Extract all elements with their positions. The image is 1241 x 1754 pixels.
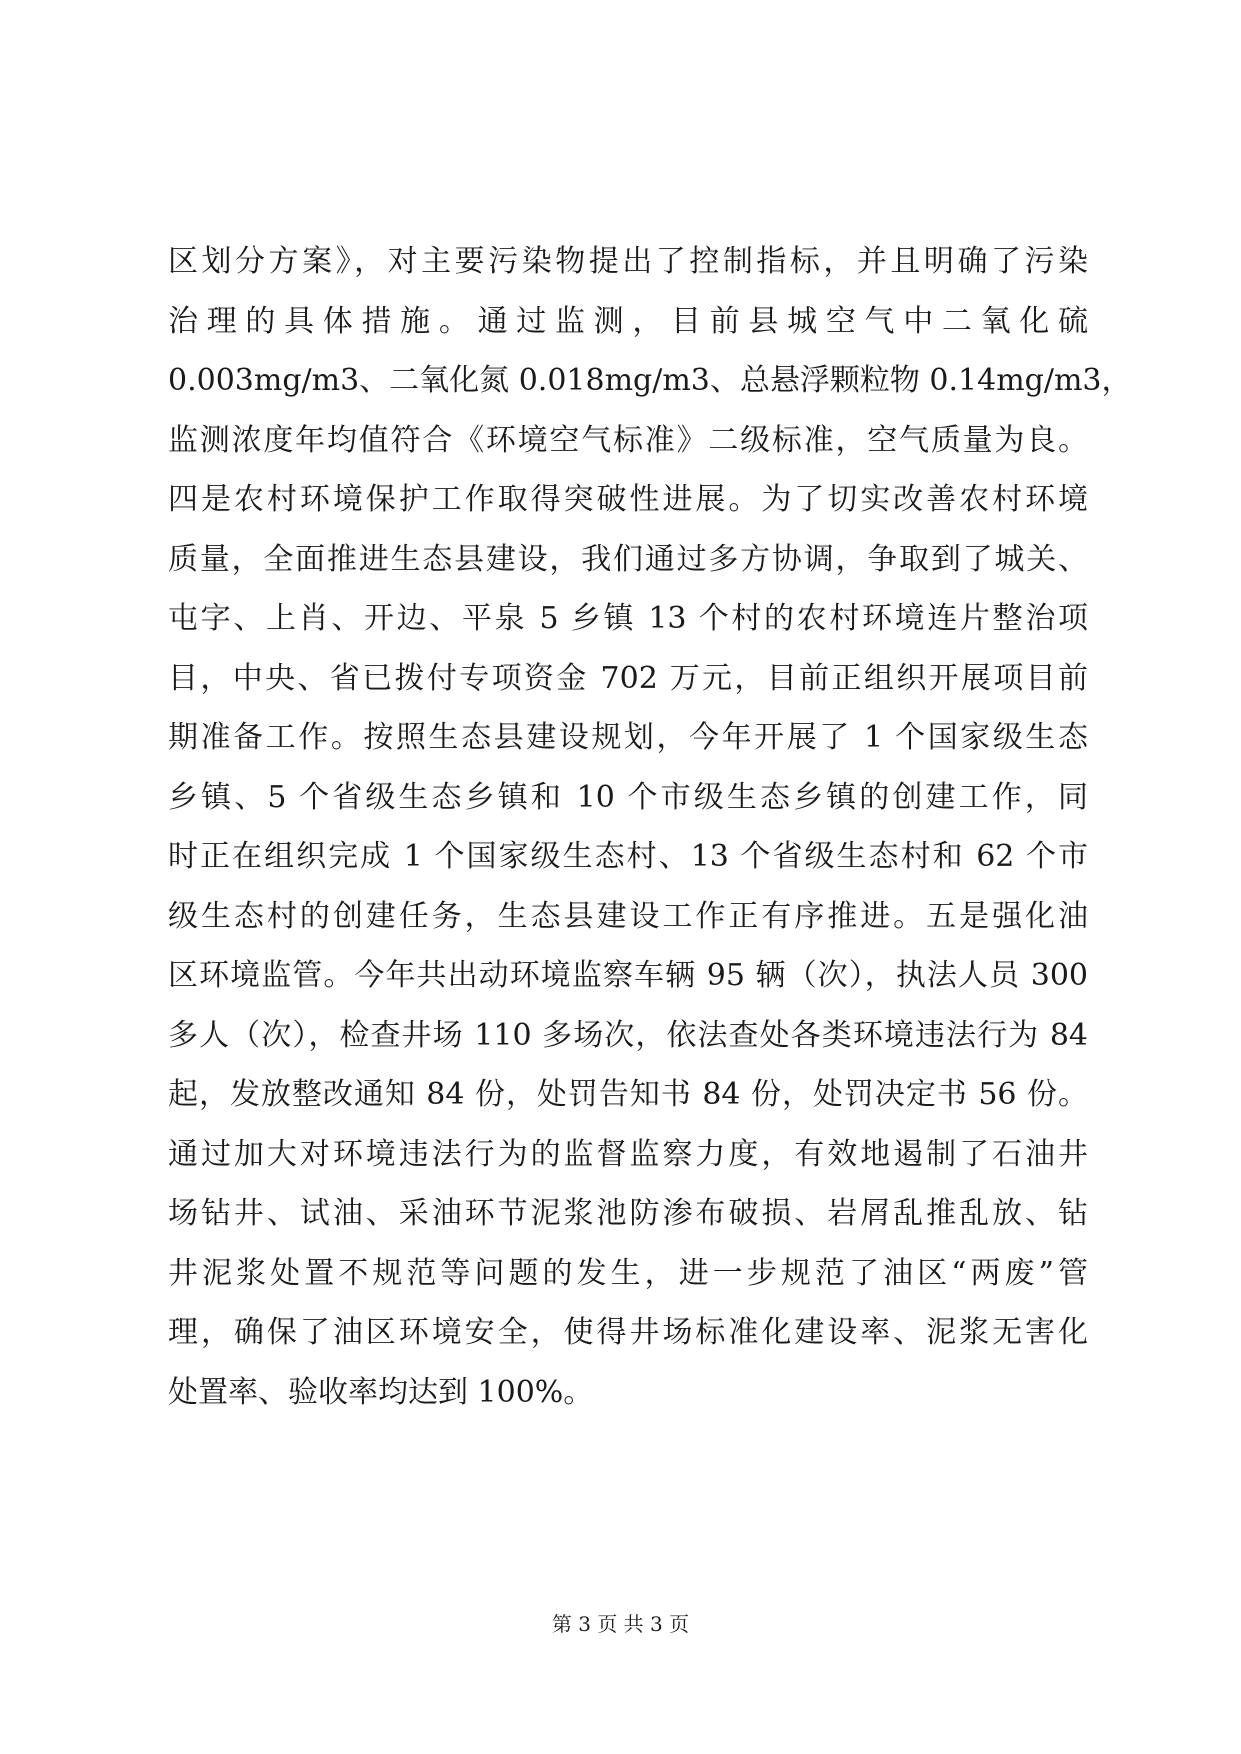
- text-line: 目，中央、省已拨付专项资金 702 万元，目前正组织开展项目前: [168, 660, 1088, 696]
- text-line: 0.003mg/m3、二氧化氮 0.018mg/m3、总悬浮颗粒物 0.14mg/m3，: [168, 363, 1132, 398]
- text-line: 监测浓度年均值符合《环境空气标准》二级标准，空气质量为良。: [168, 422, 1088, 458]
- text-line: 乡镇、5 个省级生态乡镇和 10 个市级生态乡镇的创建工作，同: [168, 779, 1088, 815]
- text-line: 区环境监管。今年共出动环境监察车辆 95 辆（次），执法人员 300: [168, 958, 1088, 993]
- text-line: 四是农村环境保护工作取得突破性进展。为了切实改善农村环境: [168, 482, 1088, 517]
- text-line: 级生态村的创建任务，生态县建设工作正有序推进。五是强化油: [168, 898, 1088, 934]
- body-paragraph: [168, 232, 1132, 1422]
- text-line: 屯字、上肖、开边、平泉 5 乡镇 13 个村的农村环境连片整治项: [168, 601, 1088, 636]
- text-line: 场钻井、试油、采油环节泥浆池防渗布破损、岩屑乱推乱放、钻: [168, 1196, 1088, 1231]
- text-line: 井泥浆处置不规范等问题的发生，进一步规范了油区“两废”管: [168, 1255, 1088, 1291]
- page-number-footer: 第 3 页 共 3 页: [551, 1612, 690, 1636]
- text-line: 起，发放整改通知 84 份，处罚告知书 84 份，处罚决定书 56 份。: [168, 1077, 1088, 1112]
- text-line: 理，确保了油区环境安全，使得井场标准化建设率、泥浆无害化: [168, 1315, 1088, 1350]
- text-line: 区划分方案》，对主要污染物提出了控制指标，并且明确了污染: [168, 244, 1088, 279]
- text-line: 多人（次），检查井场 110 多场次，依法查处各类环境违法行为 84: [168, 1017, 1088, 1053]
- text-line: 期准备工作。按照生态县建设规划，今年开展了 1 个国家级生态: [168, 720, 1088, 755]
- text-line: 处置率、验收率均达到 100%。: [168, 1374, 594, 1410]
- text-line: 质量，全面推进生态县建设，我们通过多方协调，争取到了城关、: [168, 541, 1088, 577]
- text-line: 时正在组织完成 1 个国家级生态村、13 个省级生态村和 62 个市: [168, 839, 1088, 874]
- text-line: 治理的具体措施。通过监测，目前县城空气中二氧化硫: [168, 303, 1088, 339]
- text-line: 通过加大对环境违法行为的监督监察力度，有效地遏制了石油井: [168, 1136, 1088, 1172]
